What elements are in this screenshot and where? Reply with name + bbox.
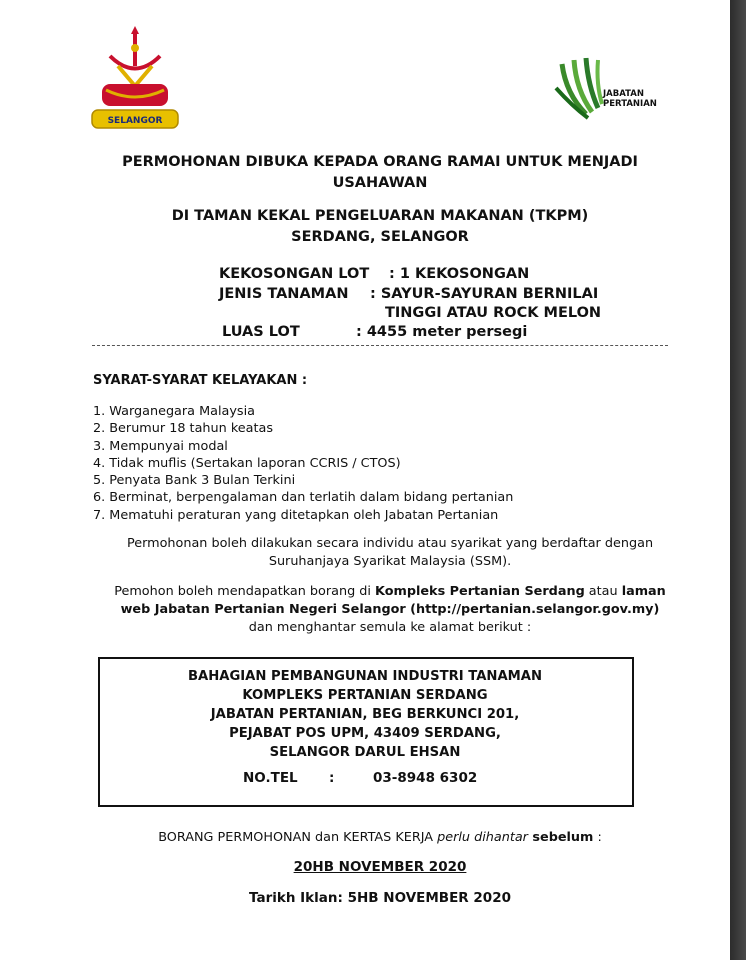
heading-line-3: DI TAMAN KEKAL PENGELUARAN MAKANAN (TKPM) [171,208,589,224]
list-item: 5. Penyata Bank 3 Bulan Terkini [93,473,296,489]
address-line-3: JABATAN PERTANIAN, BEG BERKUNCI 201, [210,707,520,722]
address-line-4: PEJABAT POS UPM, 43409 SERDANG, [229,726,501,741]
list-item: 7. Mematuhi peraturan yang ditetapkan oleh Jabatan Pertanian [93,507,499,523]
form-line-1: Pemohon boleh mendapatkan borang di Kompleks Pertanian Serdang atau laman [114,584,666,599]
list-item: 4. Tidak muflis (Sertakan laporan CCRIS / CTOS) [93,455,401,471]
heading-line-1: PERMOHONAN DIBUKA KEPADA ORANG RAMAI UNTUK MENJADI [122,154,638,170]
list-item: 1. Warganegara Malaysia [93,404,255,419]
crop-type-value-1: : SAYUR-SAYURAN BERNILAI [370,286,599,302]
page-edge-shadow [730,0,746,960]
address-text [98,667,632,762]
form-instructions [70,583,710,637]
application-note: Permohonan boleh dilakukan secara individu atau syarikat yang berdaftar dengan Suruhanjaya Syarikat Malaysia (SSM). [126,536,654,569]
list-item: 2. Berumur 18 tahun keatas [93,421,274,437]
dashed-divider [92,345,668,346]
heading-line-4: SERDANG, SELANGOR [291,229,469,245]
website-line: web Jabatan Pertanian Negeri Selangor (http://pertanian.selangor.gov.my) [120,602,660,617]
eligibility-title: SYARAT-SYARAT KELAYAKAN : [93,373,308,388]
form-line-3: dan menghantar semula ke alamat berikut : [248,620,532,635]
deadline-note: BORANG PERMOHONAN dan KERTAS KERJA perlu dihantar sebelum : [158,830,602,845]
main-heading [80,152,680,194]
list-item: 3. Mempunyai modal [93,438,228,454]
address-line-2: KOMPLEKS PERTANIAN SERDANG [242,688,488,703]
crop-type-label: JENIS TANAMAN [219,286,349,302]
tel-label: NO.TEL [243,770,298,786]
location-heading [80,206,680,248]
jabatan-pertanian-logo-text: JABATAN PERTANIAN [603,89,657,109]
crop-type-value-2: TINGGI ATAU ROCK MELON [385,305,602,321]
ad-date: Tarikh Iklan: 5HB NOVEMBER 2020 [249,890,511,906]
deadline-date: 20HB NOVEMBER 2020 [293,859,467,875]
address-line-5: SELANGOR DARUL EHSAN [269,745,461,760]
list-item: 6. Berminat, berpengalaman dan terlatih dalam bidang pertanian [93,490,514,506]
lot-area-value: : 4455 meter persegi [356,324,528,340]
address-line-1: BAHAGIAN PEMBANGUNAN INDUSTRI TANAMAN [187,669,543,684]
tel-separator: : [329,770,335,786]
eligibility-list [93,403,513,524]
lot-vacancy-value: : 1 KEKOSONGAN [389,266,530,282]
lot-area-label: LUAS LOT [222,324,300,340]
lot-vacancy-label: KEKOSONGAN LOT [219,266,370,282]
tel-value: 03-8948 6302 [373,770,478,786]
selangor-crest-logo [88,26,183,134]
selangor-logo-label: SELANGOR [107,116,163,126]
heading-line-2: USAHAWAN [332,175,428,191]
